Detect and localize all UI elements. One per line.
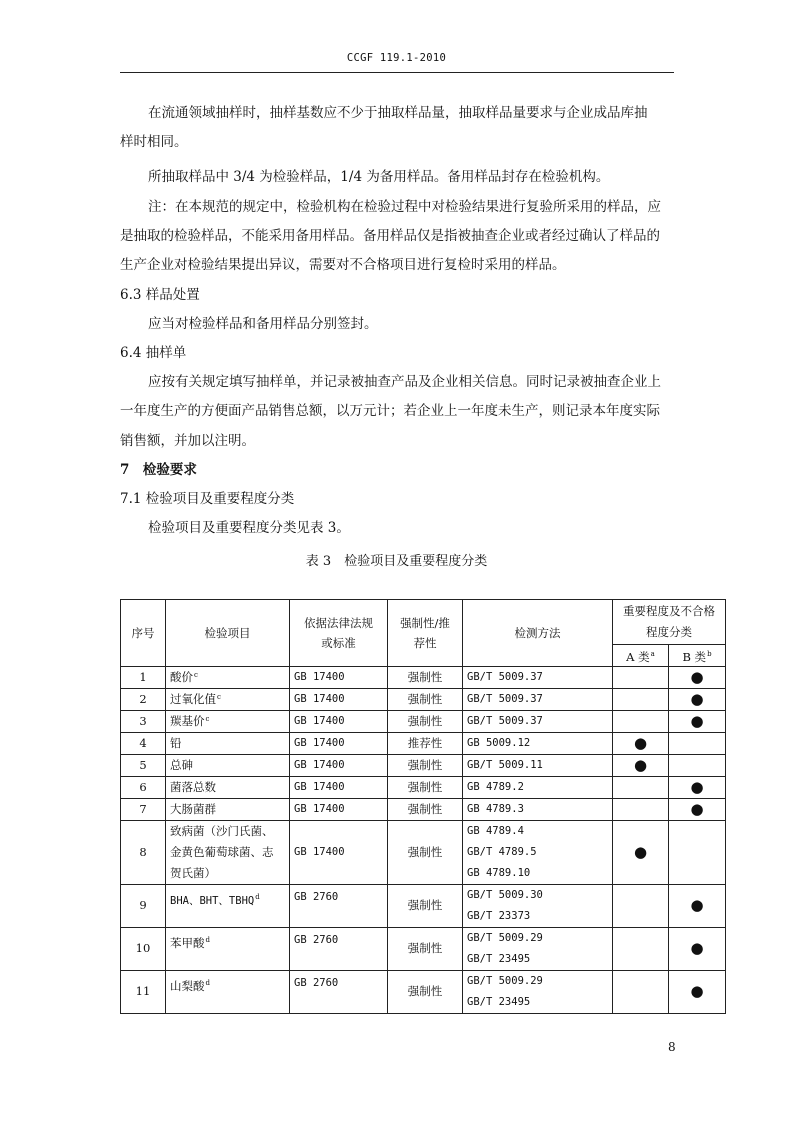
header-class-a [613, 645, 669, 667]
cell-seq: 10 [121, 927, 166, 970]
cell-seq: 2 [121, 688, 166, 710]
cell-seq: 9 [121, 884, 166, 927]
header-mandatory-line: 强制性/推 [400, 615, 450, 630]
cell-seq: 8 [121, 820, 166, 884]
cell-method-line: GB/T 5009.29 [467, 974, 543, 987]
footnote-marker: d [205, 935, 210, 944]
table-row [121, 927, 726, 970]
cell-method [463, 710, 613, 732]
cell-item [166, 970, 290, 1013]
cell-class-b: ● [669, 776, 726, 798]
table-row [121, 688, 726, 710]
cell-class-b: ● [669, 688, 726, 710]
inspection-items-table [120, 599, 726, 1014]
footnote-marker: d [255, 892, 260, 901]
table-row [121, 754, 726, 776]
cell-seq: 1 [121, 666, 166, 688]
paragraph-line: 在流通领域抽样时，抽样基数应不少于抽取样品量，抽取样品量要求与企业成品库抽 [148, 105, 648, 121]
cell-basis: GB 17400 [290, 754, 388, 776]
header-method: 检测方法 [463, 600, 613, 667]
cell-basis: GB 17400 [290, 688, 388, 710]
cell-class-b [669, 732, 726, 754]
cell-method [463, 688, 613, 710]
cell-method-line: GB/T 5009.37 [467, 692, 543, 705]
cell-method [463, 884, 613, 927]
cell-seq: 6 [121, 776, 166, 798]
note-line: 生产企业对检验结果提出异议，需要对不合格项目进行复检时采用的样品。 [120, 257, 566, 273]
cell-seq: 7 [121, 798, 166, 820]
cell-method [463, 820, 613, 884]
cell-item [166, 732, 290, 754]
cell-mandatory: 强制性 [388, 754, 463, 776]
cell-class-a [613, 927, 669, 970]
cell-basis: GB 17400 [290, 710, 388, 732]
table-body [121, 666, 726, 1013]
paragraph-line: 一年度生产的方便面产品销售总额，以万元计；若企业上一年度未生产，则记录本年度实际 [120, 403, 660, 419]
cell-basis: GB 17400 [290, 820, 388, 884]
cell-method-line: GB 4789.10 [467, 866, 531, 879]
cell-item-text: 过氧化值 [170, 692, 216, 707]
section-heading-6-3: 6.3 样品处置 [120, 287, 200, 303]
cell-item-text: 大肠菌群 [170, 802, 216, 817]
cell-class-a [613, 688, 669, 710]
table-row [121, 710, 726, 732]
header-mandatory [388, 600, 463, 667]
page-number: 8 [668, 1040, 676, 1054]
cell-method [463, 754, 613, 776]
cell-item [166, 688, 290, 710]
footnote-marker: a [650, 650, 655, 658]
cell-class-a [613, 710, 669, 732]
cell-method-line: GB/T 5009.30 [467, 888, 543, 901]
cell-method-line: GB/T 23495 [467, 995, 531, 1008]
cell-basis: GB 17400 [290, 776, 388, 798]
cell-class-b: ● [669, 666, 726, 688]
cell-item-text: 苯甲酸 [170, 935, 205, 950]
cell-item [166, 798, 290, 820]
cell-method-line: GB/T 5009.37 [467, 670, 543, 683]
cell-basis: GB 17400 [290, 732, 388, 754]
footnote-marker: d [205, 978, 210, 987]
cell-class-a [613, 884, 669, 927]
header-class-b-label: B 类 [682, 649, 707, 664]
cell-basis: GB 2760 [290, 884, 388, 927]
cell-class-b [669, 820, 726, 884]
cell-class-a: ● [613, 820, 669, 884]
header-class-a-label: A 类 [626, 649, 650, 664]
cell-item-line: 贺氏菌） [170, 865, 216, 880]
table-row [121, 732, 726, 754]
header-class-line: 重要程度及不合格 [623, 604, 715, 618]
header-class-line: 程度分类 [646, 625, 692, 639]
paragraph-line: 检验项目及重要程度分类见表 3。 [148, 520, 350, 536]
cell-basis: GB 2760 [290, 970, 388, 1013]
cell-item-text: 山梨酸 [170, 978, 205, 993]
cell-basis: GB 17400 [290, 666, 388, 688]
cell-item-text: BHA、BHT、TBHQ [170, 894, 255, 907]
cell-method-line: GB/T 5009.11 [467, 758, 543, 771]
cell-mandatory: 强制性 [388, 820, 463, 884]
cell-item-text: 菌落总数 [170, 780, 216, 795]
cell-item [166, 776, 290, 798]
cell-item [166, 884, 290, 927]
header-class [613, 600, 726, 645]
table-caption: 表 3 检验项目及重要程度分类 [305, 554, 488, 569]
cell-mandatory: 强制性 [388, 710, 463, 732]
cell-mandatory: 强制性 [388, 970, 463, 1013]
footnote-marker: c [217, 692, 221, 701]
cell-item [166, 927, 290, 970]
cell-class-b: ● [669, 710, 726, 732]
cell-method-line: GB 4789.2 [467, 780, 524, 793]
note-line: 注：在本规范的规定中，检验机构在检验过程中对检验结果进行复验所采用的样品，应 [148, 199, 661, 215]
cell-class-b: ● [669, 927, 726, 970]
cell-method [463, 666, 613, 688]
cell-mandatory: 强制性 [388, 927, 463, 970]
cell-mandatory: 推荐性 [388, 732, 463, 754]
paragraph-line: 应当对检验样品和备用样品分别签封。 [148, 316, 378, 332]
table-row [121, 820, 726, 884]
footnote-marker: c [205, 714, 210, 723]
cell-method-line: GB/T 23373 [467, 909, 531, 922]
cell-class-b [669, 754, 726, 776]
cell-class-b: ● [669, 884, 726, 927]
cell-basis: GB 17400 [290, 798, 388, 820]
paragraph-line: 所抽取样品中 3/4 为检验样品，1/4 为备用样品。备用样品封存在检验机构。 [148, 169, 610, 185]
cell-method-line: GB/T 5009.29 [467, 931, 543, 944]
paragraph-line: 样时相同。 [120, 134, 188, 150]
cell-mandatory: 强制性 [388, 884, 463, 927]
table-row [121, 798, 726, 820]
section-heading-6-4: 6.4 抽样单 [120, 345, 187, 361]
table-row [121, 666, 726, 688]
cell-item [166, 754, 290, 776]
cell-seq: 4 [121, 732, 166, 754]
cell-item-text: 总砷 [170, 758, 193, 773]
note-line: 是抽取的检验样品，不能采用备用样品。备用样品仅是指被抽查企业或者经过确认了样品的 [120, 228, 660, 244]
cell-class-a: ● [613, 754, 669, 776]
table-row [121, 884, 726, 927]
cell-mandatory: 强制性 [388, 688, 463, 710]
cell-item-line: 致病菌（沙门氏菌、 [170, 823, 274, 838]
cell-mandatory: 强制性 [388, 776, 463, 798]
cell-class-a [613, 776, 669, 798]
cell-method [463, 776, 613, 798]
header-basis-line: 依据法律法规 [304, 615, 373, 630]
header-seq: 序号 [121, 600, 166, 667]
paragraph-line: 应按有关规定填写抽样单，并记录被抽查产品及企业相关信息。同时记录被抽查企业上 [148, 374, 661, 390]
section-heading-7: 7 检验要求 [120, 462, 197, 478]
document-code-header: CCGF 119.1-2010 [346, 52, 447, 64]
cell-item-text: 羰基价 [170, 714, 205, 729]
cell-basis: GB 2760 [290, 927, 388, 970]
header-basis-line: 或标准 [321, 635, 356, 650]
cell-class-a: ● [613, 732, 669, 754]
table-row [121, 776, 726, 798]
table-row [121, 970, 726, 1013]
footnote-marker: c [194, 670, 198, 679]
cell-mandatory: 强制性 [388, 666, 463, 688]
cell-method-line: GB/T 5009.37 [467, 714, 543, 727]
header-item: 检验项目 [166, 600, 290, 667]
cell-method-line: GB 5009.12 [467, 736, 531, 749]
cell-method [463, 927, 613, 970]
cell-seq: 5 [121, 754, 166, 776]
header-basis [290, 600, 388, 667]
cell-method-line: GB 4789.3 [467, 802, 524, 815]
cell-class-b: ● [669, 798, 726, 820]
paragraph-line: 销售额，并加以注明。 [120, 433, 255, 449]
cell-class-a [613, 798, 669, 820]
cell-method-line: GB/T 23495 [467, 952, 531, 965]
cell-method [463, 798, 613, 820]
cell-method [463, 732, 613, 754]
cell-item-line: 金黄色葡萄球菌、志 [170, 844, 274, 859]
cell-item [166, 710, 290, 732]
cell-method-line: GB 4789.4 [467, 824, 524, 837]
cell-class-a [613, 666, 669, 688]
cell-class-a [613, 970, 669, 1013]
header-rule [120, 72, 674, 73]
cell-item-text: 酸价 [170, 670, 193, 685]
cell-item [166, 820, 290, 884]
cell-mandatory: 强制性 [388, 798, 463, 820]
header-mandatory-line: 荐性 [413, 635, 437, 650]
cell-seq: 11 [121, 970, 166, 1013]
cell-seq: 3 [121, 710, 166, 732]
cell-item-text: 铅 [170, 736, 182, 751]
cell-method [463, 970, 613, 1013]
section-heading-7-1: 7.1 检验项目及重要程度分类 [120, 491, 295, 507]
cell-item [166, 666, 290, 688]
header-class-b [669, 645, 726, 667]
footnote-marker: b [707, 650, 712, 658]
cell-class-b: ● [669, 970, 726, 1013]
cell-method-line: GB/T 4789.5 [467, 845, 537, 858]
